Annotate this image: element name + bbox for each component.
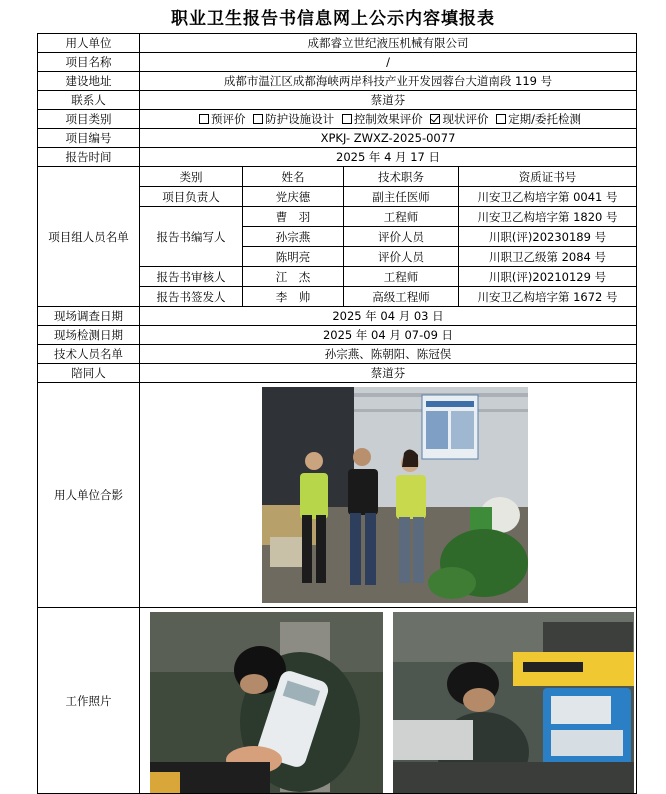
category-option-control-effect[interactable] — [338, 112, 423, 126]
writer-title: 评价人员 — [344, 227, 459, 247]
group-photo-label: 用人单位合影 — [38, 383, 140, 608]
row-category — [38, 110, 637, 129]
technicians-label: 技术人员名单 — [38, 345, 140, 364]
address-value: 成都市温江区成都海峡两岸科技产业开发园蓉台大道南段 119 号 — [140, 72, 637, 91]
signer-name: 李 帅 — [243, 287, 344, 307]
leader-name: 党庆德 — [243, 187, 344, 207]
writer-name: 孙宗燕 — [243, 227, 344, 247]
group-photo-cell — [140, 383, 637, 608]
reviewer-title: 工程师 — [344, 267, 459, 287]
test-date-value: 2025 年 04 月 07-09 日 — [140, 326, 637, 345]
writer-cert: 川职卫乙级第 2084 号 — [459, 247, 637, 267]
option-label: 定期/委托检测 — [508, 112, 581, 126]
survey-date-value: 2025 年 04 月 03 日 — [140, 307, 637, 326]
checkbox-icon — [199, 114, 209, 124]
report-time-value: 2025 年 4 月 17 日 — [140, 148, 637, 167]
work-photo-dust-sampler — [393, 612, 634, 793]
option-label: 控制效果评价 — [353, 112, 423, 126]
team-header-category: 类别 — [140, 167, 243, 187]
contact-value: 蔡道芬 — [140, 91, 637, 110]
writer-title: 工程师 — [344, 207, 459, 227]
companion-label: 陪同人 — [38, 364, 140, 383]
checked-checkbox-icon — [430, 114, 440, 124]
employer-value: 成都睿立世纪液压机械有限公司 — [140, 34, 637, 53]
row-technicians — [38, 345, 637, 364]
row-survey-date — [38, 307, 637, 326]
row-project-number — [38, 129, 637, 148]
reviewer-cert: 川职(评)20210129 号 — [459, 267, 637, 287]
project-number-label: 项目编号 — [38, 129, 140, 148]
category-option-protection-design[interactable] — [249, 112, 334, 126]
contact-label: 联系人 — [38, 91, 140, 110]
option-label: 现状评价 — [442, 112, 489, 126]
work-photos-label: 工作照片 — [38, 608, 140, 794]
leader-cert: 川安卫乙构培字第 0041 号 — [459, 187, 637, 207]
work-photo-dust-sampler-image — [393, 612, 634, 793]
option-label: 防护设施设计 — [265, 112, 335, 126]
team-label: 项目组人员名单 — [38, 167, 140, 307]
technicians-value: 孙宗燕、陈朝阳、陈冠俣 — [140, 345, 637, 364]
team-header-cert: 资质证书号 — [459, 167, 637, 187]
option-label: 预评价 — [211, 112, 246, 126]
address-label: 建设地址 — [38, 72, 140, 91]
writer-name: 陈明亮 — [243, 247, 344, 267]
row-contact — [38, 91, 637, 110]
leader-title: 副主任医师 — [344, 187, 459, 207]
checkbox-icon — [342, 114, 352, 124]
checkbox-icon — [496, 114, 506, 124]
row-employer — [38, 34, 637, 53]
disclosure-form-table — [37, 33, 637, 794]
work-photos-cell — [140, 608, 637, 794]
writer-cert: 川安卫乙构培字第 1820 号 — [459, 207, 637, 227]
companion-value: 蔡道芬 — [140, 364, 637, 383]
group-photo-image — [262, 387, 528, 603]
checkbox-icon — [253, 114, 263, 124]
category-option-status-evaluation[interactable] — [426, 112, 488, 126]
work-photo-sound-meter-image — [150, 612, 383, 793]
project-name-label: 项目名称 — [38, 53, 140, 72]
reviewer-category: 报告书审核人 — [140, 267, 243, 287]
row-project-name — [38, 53, 637, 72]
team-header-name: 姓名 — [243, 167, 344, 187]
category-option-pre-evaluation[interactable] — [195, 112, 246, 126]
test-date-label: 现场检测日期 — [38, 326, 140, 345]
writers-category: 报告书编写人 — [140, 207, 243, 267]
signer-title: 高级工程师 — [344, 287, 459, 307]
category-option-periodic-testing[interactable] — [492, 112, 581, 126]
row-companion — [38, 364, 637, 383]
report-time-label: 报告时间 — [38, 148, 140, 167]
category-label: 项目类别 — [38, 110, 140, 129]
project-name-value: / — [140, 53, 637, 72]
row-address — [38, 72, 637, 91]
row-test-date — [38, 326, 637, 345]
survey-date-label: 现场调查日期 — [38, 307, 140, 326]
project-number-value: XPKJ- ZWXZ-2025-0077 — [140, 129, 637, 148]
page-title: 职业卫生报告书信息网上公示内容填报表 — [171, 9, 495, 29]
reviewer-name: 江 杰 — [243, 267, 344, 287]
writer-name: 曹 羽 — [243, 207, 344, 227]
signer-category: 报告书签发人 — [140, 287, 243, 307]
employer-label: 用人单位 — [38, 34, 140, 53]
row-group-photo — [38, 383, 637, 608]
team-header-title: 技术职务 — [344, 167, 459, 187]
team-header-row — [38, 167, 637, 187]
writer-cert: 川职(评)20230189 号 — [459, 227, 637, 247]
row-work-photos — [38, 608, 637, 794]
writer-title: 评价人员 — [344, 247, 459, 267]
signer-cert: 川安卫乙构培字第 1672 号 — [459, 287, 637, 307]
work-photo-sound-meter — [150, 612, 383, 793]
category-options — [140, 110, 637, 129]
group-photo — [262, 387, 528, 603]
row-report-time — [38, 148, 637, 167]
leader-category: 项目负责人 — [140, 187, 243, 207]
